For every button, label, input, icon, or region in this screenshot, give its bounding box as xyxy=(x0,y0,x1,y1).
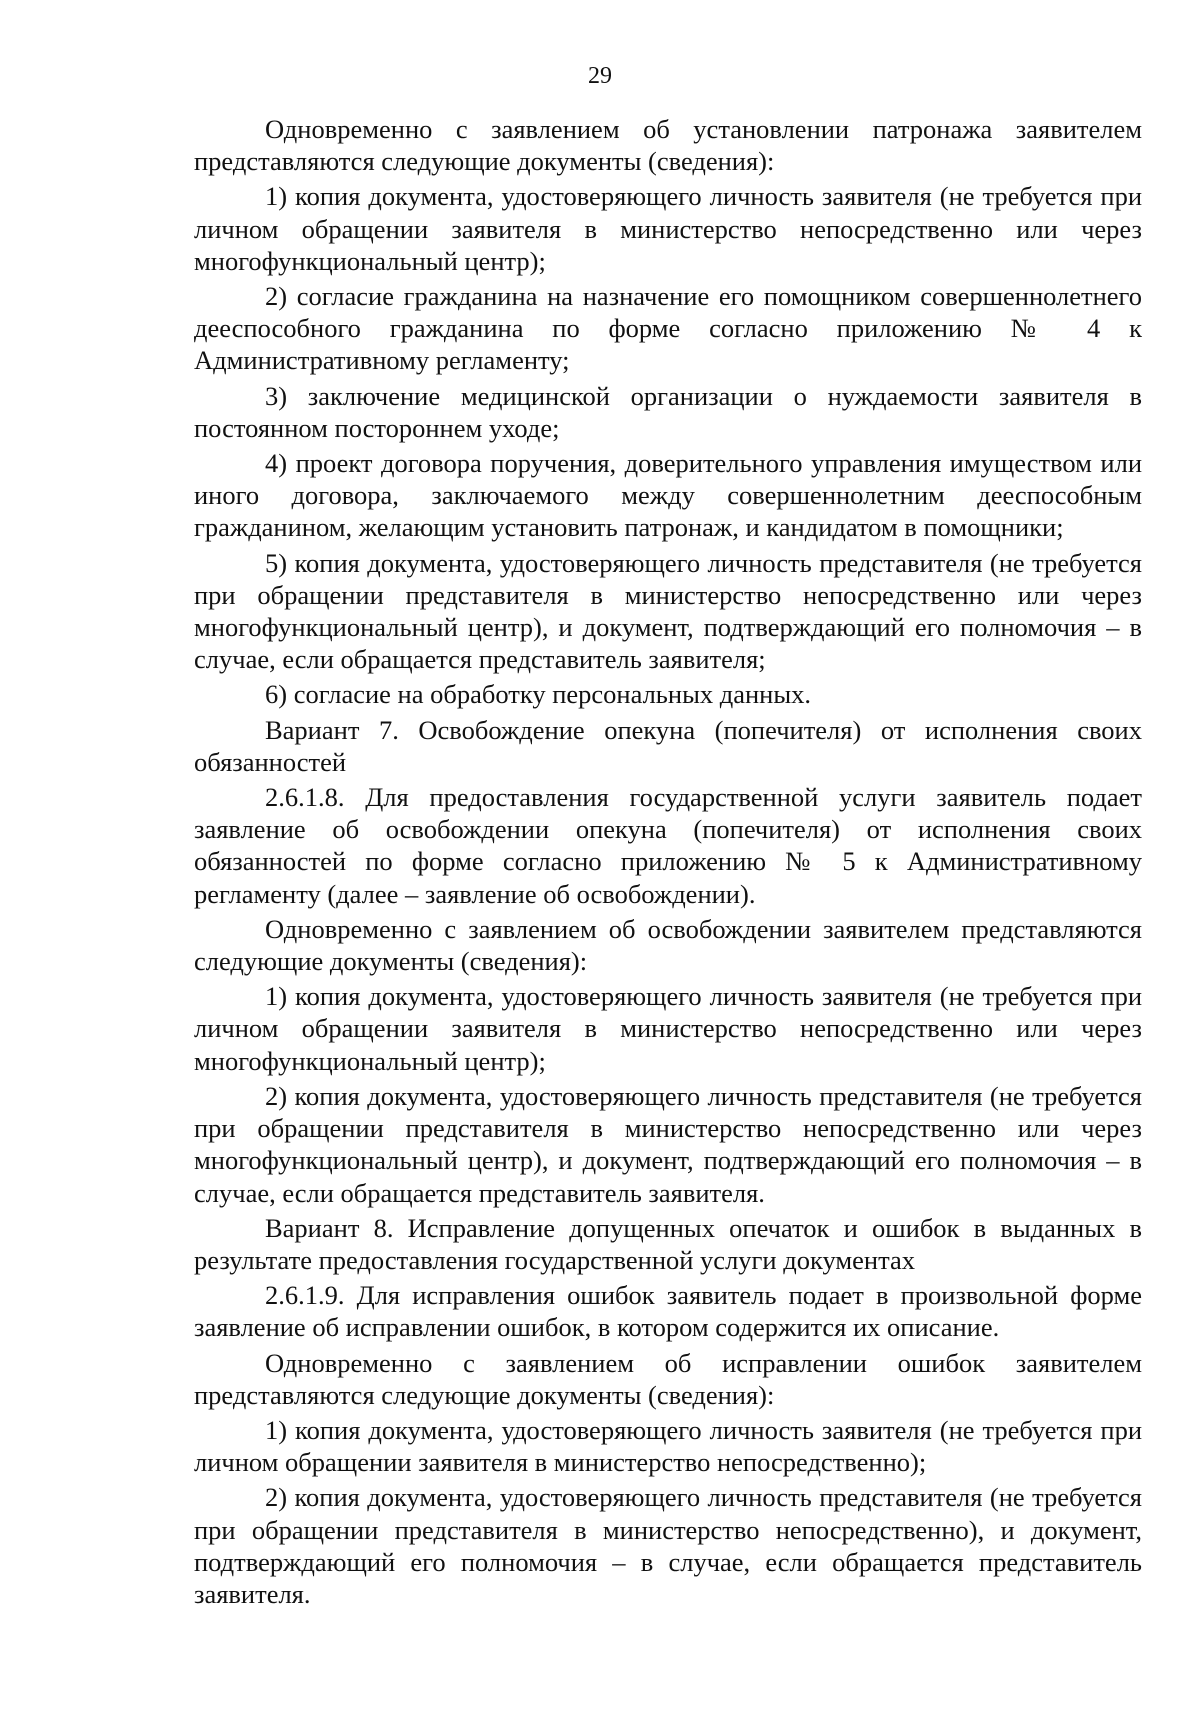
paragraph: Одновременно с заявлением об установлении патронажа заявителем представляются следующие документы (сведения): xyxy=(194,114,1142,177)
paragraph: Одновременно с заявлением об освобождении заявителем представляются следующие документы (сведения): xyxy=(194,913,1142,977)
paragraph: 5) копия документа, удостоверяющего личность представителя (не требуется при обращении представителя в министерство непосредственно или через многофункциональный центр), и документ, подтверждающий его полномочия – в случае, если обращается представитель заявителя; xyxy=(194,547,1142,675)
paragraph: 2.6.1.9. Для исправления ошибок заявитель подает в произвольной форме заявление об исправлении ошибок, в котором содержится их описание. xyxy=(194,1280,1142,1343)
paragraph: 2) копия документа, удостоверяющего личность представителя (не требуется при обращении представителя в министерство непосредственно), и документ, подтверждающий его полномочия – в случае, если обращается представитель заявителя. xyxy=(194,1482,1142,1609)
section-heading: Вариант 8. Исправление допущенных опечаток и ошибок в выданных в результате предоставления государственной услуги документах xyxy=(194,1212,1142,1275)
paragraph: 1) копия документа, удостоверяющего личность заявителя (не требуется при личном обращении заявителя в министерство непосредственно или через многофункциональный центр); xyxy=(194,981,1142,1076)
paragraph: 3) заключение медицинской организации о нуждаемости заявителя в постоянном постороннем уходе; xyxy=(194,380,1142,443)
section-heading: Вариант 7. Освобождение опекуна (попечителя) от исполнения своих обязанностей xyxy=(194,714,1142,777)
paragraph: 4) проект договора поручения, доверительного управления имуществом или иного договора, заключаемого между совершеннолетним дееспособным гражданином, желающим установить патронаж, и кандидатом в помощники; xyxy=(194,448,1142,543)
page-number: 29 xyxy=(588,63,612,89)
paragraph: 6) согласие на обработку персональных данных. xyxy=(265,679,812,710)
paragraph: 1) копия документа, удостоверяющего личность заявителя (не требуется при личном обращении заявителя в министерство непосредственно); xyxy=(194,1414,1142,1478)
paragraph: 1) копия документа, удостоверяющего личность заявителя (не требуется при личном обращении заявителя в министерство непосредственно или через многофункциональный центр); xyxy=(194,181,1142,276)
paragraph: 2.6.1.8. Для предоставления государственной услуги заявитель подает заявление об освобождении опекуна (попечителя) от исполнения своих обязанностей по форме согласно приложению № 5 к Административному регламенту (далее – заявление об освобождении). xyxy=(194,782,1142,909)
paragraph: Одновременно с заявлением об исправлении ошибок заявителем представляются следующие документы (сведения): xyxy=(194,1347,1142,1410)
paragraph: 2) копия документа, удостоверяющего личность представителя (не требуется при обращении представителя в министерство непосредственно или через многофункциональный центр), и документ, подтверждающий его полномочия – в случае, если обращается представитель заявителя. xyxy=(194,1080,1142,1208)
paragraph: 2) согласие гражданина на назначение его помощником совершеннолетнего дееспособного гражданина по форме согласно приложению № 4 к Административному регламенту; xyxy=(194,281,1142,376)
document-body xyxy=(194,113,1142,1613)
